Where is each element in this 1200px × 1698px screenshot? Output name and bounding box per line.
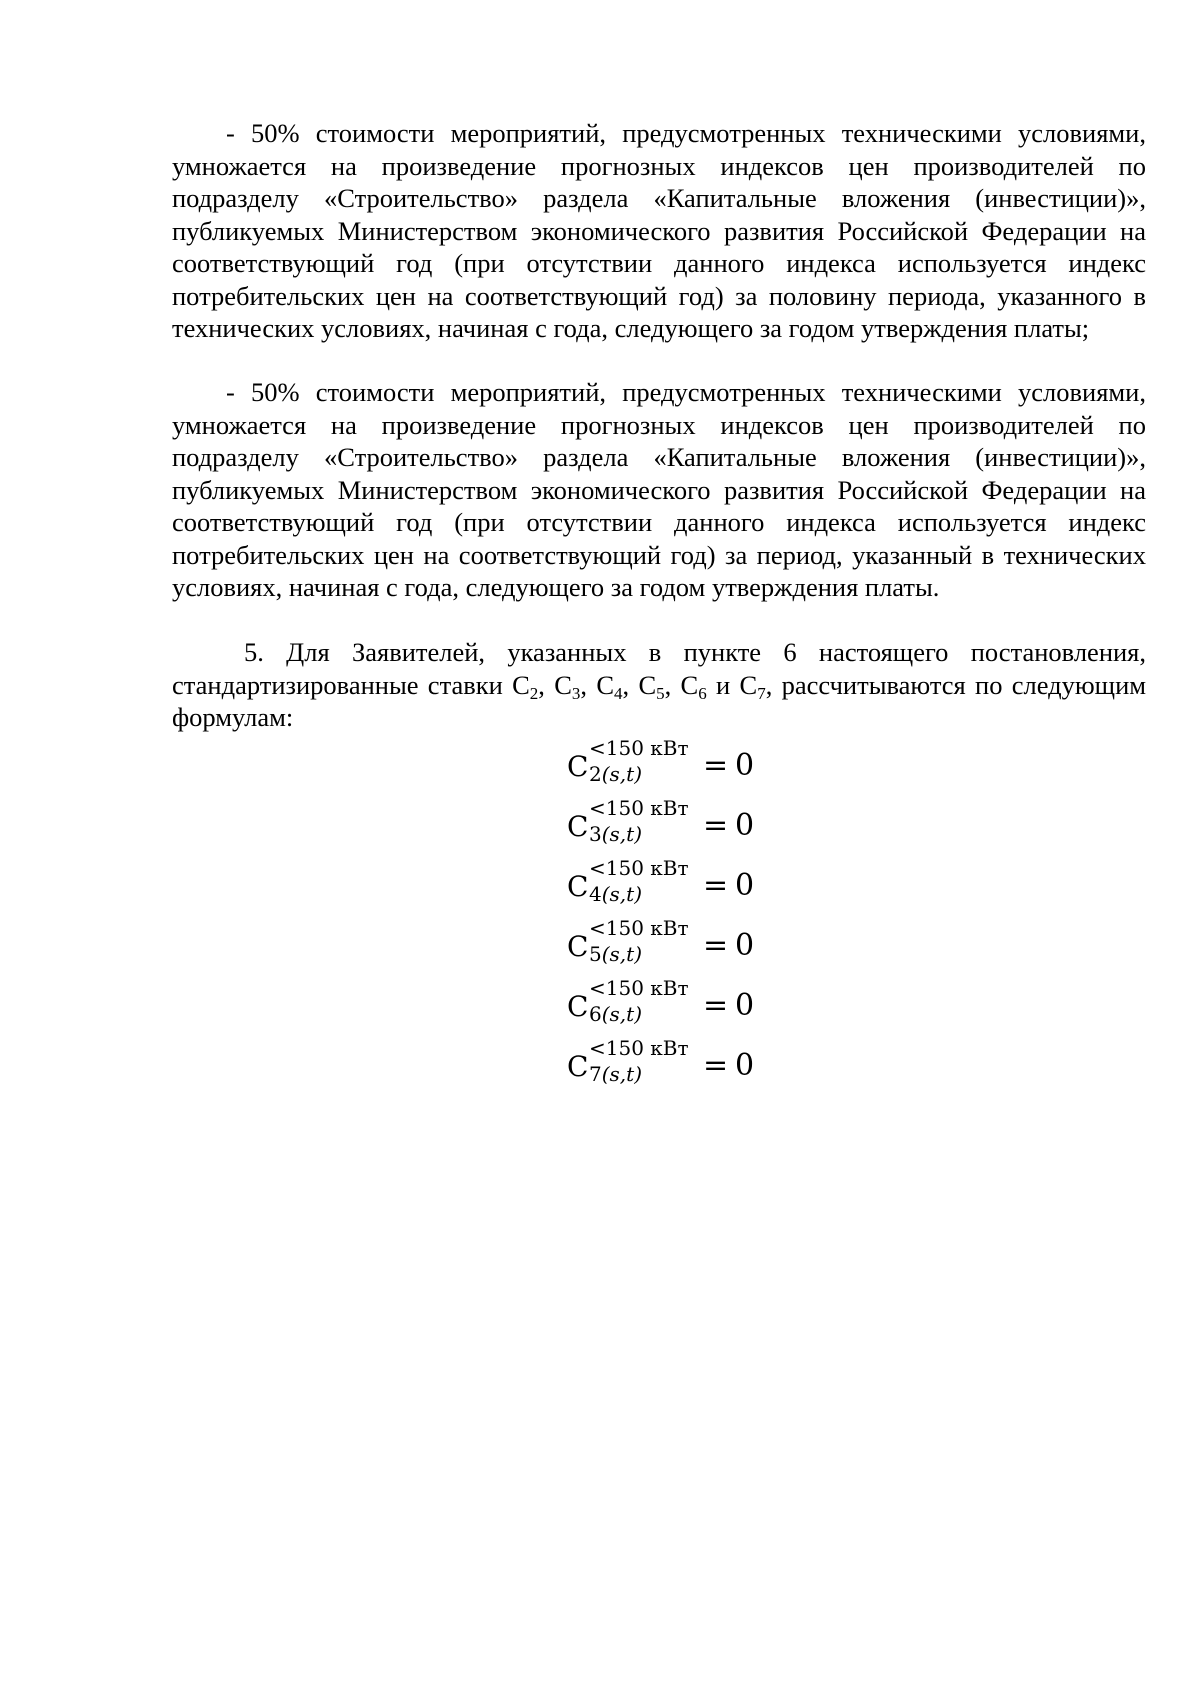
formula-symbol: С (567, 870, 589, 903)
formula-subscript: 6(s,t) (589, 1002, 642, 1026)
formula-equals: = (703, 868, 729, 903)
formula-c4 (567, 854, 827, 914)
formula-superscript: <150 кВт (589, 856, 689, 880)
formula-equals: = (703, 748, 729, 783)
formula-symbol: С (567, 1050, 589, 1083)
formula-superscript: <150 кВт (589, 1036, 689, 1060)
item-5-text-end: , рассчитываются по следующим формулам: (172, 669, 1147, 732)
rate-c5: $С_5$ (638, 669, 665, 703)
formula-subscript: 5(s,t) (589, 942, 642, 966)
formula-superscript: <150 кВт (589, 916, 689, 940)
formula-value: 0 (735, 988, 755, 1023)
formula-c7 (567, 1034, 827, 1094)
formula-c5 (567, 914, 827, 974)
rate-c4: $С_4$ (596, 669, 623, 703)
formula-value: 0 (735, 748, 755, 783)
formula-c6 (567, 974, 827, 1034)
formula-symbol: С (567, 750, 589, 783)
formula-equals: = (703, 1048, 729, 1083)
formula-value: 0 (735, 928, 755, 963)
formula-symbol: С (567, 990, 589, 1023)
formula-list (567, 734, 827, 1094)
formula-superscript: <150 кВт (589, 976, 689, 1000)
rate-c6: $С_6$ (680, 669, 707, 703)
rate-c3: $С_3$ (554, 669, 581, 703)
formula-superscript: <150 кВт (589, 736, 689, 760)
formula-subscript: 4(s,t) (589, 882, 642, 906)
paragraph-first-indexation-rule: - 50% стоимости мероприятий, предусмотренных техническими условиями, умножается на произведение прогнозных индексов цен производителей по подразделу «Строительство» раздела «Капитальные вложения (инвестиции)», публикуемых Министерством экономического развития Российской Федерации на соответствующий год (при отсутствии данного индекса используется индекс потребительских цен на соответствующий год) за половину периода, указанного в технических условиях, начиная с года, следующего за годом утверждения платы; (172, 118, 1146, 343)
formula-symbol: С (567, 930, 589, 963)
formula-equals: = (703, 928, 729, 963)
formula-equals: = (703, 988, 729, 1023)
formula-subscript: 2(s,t) (589, 762, 642, 786)
rate-c2: $С_2$ (512, 669, 539, 703)
item-5-text-start: 5. Для Заявителей, указанных в пункте 6 настоящего постановления, стандартизированные ставки (172, 637, 1146, 700)
paragraph-second-indexation-rule: - 50% стоимости мероприятий, предусмотренных техническими условиями, умножается на произведение прогнозных индексов цен производителей по подразделу «Строительство» раздела «Капитальные вложения (инвестиции)», публикуемых Министерством экономического развития Российской Федерации на соответствующий год (при отсутствии данного индекса используется индекс потребительских цен на соответствующий год) за период, указанный в технических условиях, начиная с года, следующего за годом утверждения платы. (172, 377, 1146, 602)
formula-c2 (567, 734, 827, 794)
formula-superscript: <150 кВт (589, 796, 689, 820)
rate-c7: $С_7$ (739, 669, 766, 703)
formula-c3 (567, 794, 827, 854)
paragraph-item-5: 5. Для Заявителей, указанных в пункте 6 настоящего постановления, стандартизированные ставки $С_2$, $С_3$, $С_4$, $С_5$, $С_6$ и $С_7$, рассчитываются по следующим формулам: (172, 637, 1147, 732)
formula-symbol: С (567, 810, 589, 843)
formula-value: 0 (735, 1048, 755, 1083)
formula-value: 0 (735, 868, 755, 903)
formula-subscript: 3(s,t) (589, 822, 642, 846)
formula-value: 0 (735, 808, 755, 843)
formula-equals: = (703, 808, 729, 843)
formula-subscript: 7(s,t) (589, 1062, 642, 1086)
